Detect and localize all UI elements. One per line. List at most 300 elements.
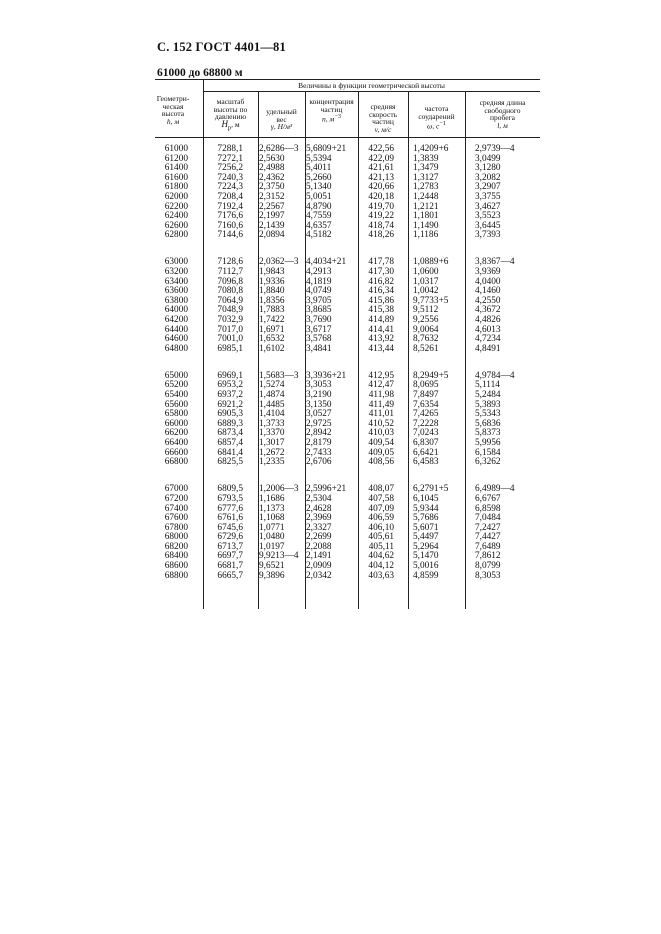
table-cell: 62000 (164, 191, 188, 202)
table-cell: 65200 (164, 380, 188, 391)
specific-weight-column (259, 145, 305, 581)
group-spacer (358, 241, 394, 259)
table-cell: 6,4989—4 (475, 484, 515, 495)
table-cell: 1,0042 (413, 286, 439, 297)
table-cell: 1,3839 (413, 153, 439, 164)
table-cell: 2,2088 (306, 541, 332, 552)
table-cell: 1,6532 (259, 334, 285, 345)
page-header: С. 152 ГОСТ 4401—81 (157, 40, 286, 54)
group-spacer (259, 354, 305, 372)
table-cell: 62400 (164, 211, 188, 222)
table-cell: 6825,5 (217, 457, 243, 468)
table-cell: 413,92 (368, 334, 394, 345)
table-cell: 7256,2 (217, 163, 243, 174)
table-cell: 64000 (164, 305, 188, 316)
col-divider-6 (465, 91, 466, 609)
table-cell: 3,7690 (306, 315, 332, 325)
table-cell: 8,7632 (413, 334, 439, 345)
table-cell: 7240,3 (217, 172, 243, 183)
table-cell: 1,3127 (413, 172, 439, 183)
col-divider-5 (408, 91, 409, 609)
table-cell: 406,10 (368, 522, 394, 533)
table-cell: 6873,4 (217, 428, 243, 439)
group-spacer (203, 241, 243, 259)
table-cell: 3,0499 (475, 153, 501, 164)
group-title-rule (203, 91, 540, 92)
table-cell: 7,8612 (475, 551, 501, 562)
table-cell: 61400 (164, 163, 188, 174)
table-cell: 2,6286—3 (259, 144, 299, 154)
table-cell: 66800 (164, 457, 188, 468)
table-cell: 3,3053 (306, 380, 332, 391)
table-cell: 2,5630 (259, 153, 285, 164)
table-cell: 1,2448 (413, 191, 439, 202)
table-cell: 5,4011 (306, 163, 332, 174)
table-cell: 6665,7 (217, 570, 243, 581)
table-cell: 1,3479 (413, 163, 439, 174)
table-cell: 7064,9 (217, 295, 243, 306)
table-cell: 4,8599 (413, 570, 439, 581)
table-cell: 1,7422 (259, 315, 285, 325)
table-cell: 61600 (164, 172, 188, 183)
table-cell: 2,6706 (306, 457, 332, 468)
group-title: Величины в функции геометрической высоты (298, 81, 445, 90)
table-cell: 6921,2 (217, 399, 243, 410)
table-cell: 7192,4 (217, 201, 243, 212)
altitude-range: 61000 до 68800 м (157, 67, 243, 79)
table-cell: 2,3152 (259, 191, 285, 202)
table-cell: 8,2949+5 (413, 370, 449, 381)
table-cell: 66600 (164, 447, 188, 458)
table-cell: 4,4034+21 (306, 257, 347, 268)
table-cell: 408,07 (368, 484, 394, 495)
table-cell: 1,3017 (259, 438, 285, 449)
table-cell: 2,2567 (259, 201, 285, 212)
table-cell: 4,2550 (475, 295, 501, 306)
table-cell: 1,0197 (259, 541, 285, 552)
table-cell: 5,6071 (413, 522, 439, 533)
collision-freq-header: частота соударений ω, $с^{-1}$ (418, 104, 455, 131)
table-cell: 9,7733+5 (413, 295, 449, 306)
table-cell: 62600 (164, 220, 188, 231)
table-cell: 1,0889+6 (413, 257, 449, 268)
table-cell: 5,2964 (413, 541, 439, 552)
table-cell: 63400 (164, 276, 188, 287)
table-cell: 4,7559 (306, 211, 332, 222)
table-cell: 4,0400 (475, 276, 501, 287)
table-cell: 1,4104 (259, 409, 285, 420)
table-cell: 6,1584 (475, 447, 501, 458)
table-cell: 2,0894 (259, 230, 285, 241)
speed-header: средняя скорость частиц v, м/с (368, 102, 398, 134)
table-cell: 418,74 (368, 220, 394, 231)
table-cell: 7272,1 (217, 153, 243, 164)
table-cell: 6969,1 (217, 370, 243, 381)
table-cell: 7160,6 (217, 220, 243, 231)
table-cell: 2,0342 (306, 570, 332, 581)
table-cell: 6,3262 (475, 457, 501, 468)
table-cell: 3,2082 (475, 172, 501, 183)
table-cell: 64600 (164, 334, 188, 345)
table-cell: 7,2228 (413, 418, 439, 429)
scale-height-column (203, 145, 243, 581)
table-cell: 7017,0 (217, 324, 243, 335)
table-cell: 2,8179 (306, 438, 332, 449)
table-cell: 415,38 (368, 305, 394, 316)
table-cell: 417,78 (368, 257, 394, 268)
table-cell: 1,0480 (259, 532, 285, 543)
table-cell: 1,4485 (259, 399, 285, 410)
table-cell: 9,3896 (259, 570, 285, 581)
table-cell: 67000 (164, 484, 188, 495)
table-cell: 6985,1 (217, 343, 243, 354)
table-cell: 7,0484 (475, 513, 501, 524)
table-cell: 3,1350 (306, 399, 332, 410)
table-cell: 7,6354 (413, 399, 439, 410)
table-cell: 3,5523 (475, 211, 501, 222)
table-cell: 3,4841 (306, 343, 332, 354)
table-cell: 3,4627 (475, 201, 501, 212)
table-cell: 6793,5 (217, 493, 243, 504)
table-cell: 6905,3 (217, 409, 243, 420)
table-cell: 1,9336 (259, 276, 285, 287)
table-cell: 1,2335 (259, 457, 285, 468)
table-cell: 2,5304 (306, 493, 332, 504)
table-cell: 3,2190 (306, 390, 332, 401)
table-cell: 416,82 (368, 276, 394, 287)
table-cell: 2,9725 (306, 418, 332, 429)
table-cell: 421,61 (368, 163, 394, 174)
table-cell: 6,1045 (413, 493, 439, 504)
table-cell: 411,98 (368, 390, 394, 401)
table-cell: 403,63 (368, 570, 394, 581)
table-cell: 6857,4 (217, 438, 243, 449)
table-cell: 7001,0 (217, 334, 243, 345)
table-cell: 2,8942 (306, 428, 332, 439)
concentration-header: концентрация частиц n, $м^{-3}$ (309, 97, 354, 124)
table-cell: 68800 (164, 570, 188, 581)
table-cell: 9,2556 (413, 315, 439, 325)
group-spacer (155, 354, 188, 372)
group-spacer (306, 241, 358, 259)
group-spacer (306, 354, 358, 372)
table-cell: 4,2913 (306, 267, 332, 278)
table-cell: 67400 (164, 503, 188, 514)
table-cell: 65800 (164, 409, 188, 420)
table-cell: 1,6102 (259, 343, 285, 354)
table-cell: 64800 (164, 343, 188, 354)
table-cell: 5,3893 (475, 399, 501, 410)
table-cell: 7096,8 (217, 276, 243, 287)
table-cell: 416,34 (368, 286, 394, 297)
table-cell: 5,2484 (475, 390, 501, 401)
table-cell: 418,26 (368, 230, 394, 241)
table-cell: 420,66 (368, 182, 394, 193)
table-cell: 1,3370 (259, 428, 285, 439)
table-cell: 6,8307 (413, 438, 439, 449)
table-cell: 421,13 (368, 172, 394, 183)
table-cell: 7288,1 (217, 144, 243, 154)
table-cell: 67200 (164, 493, 188, 504)
group-spacer (475, 241, 539, 259)
table-cell: 61800 (164, 182, 188, 193)
table-cell: 63200 (164, 267, 188, 278)
table-cell: 1,3733 (259, 418, 285, 429)
table-cell: 62800 (164, 230, 188, 241)
group-spacer (259, 468, 305, 486)
table-cell: 62200 (164, 201, 188, 212)
free-path-header: средняя длина свободного пробега l, м (479, 98, 526, 130)
table-cell: 414,89 (368, 315, 394, 325)
table-cell: 4,3672 (475, 305, 501, 316)
group-spacer (155, 468, 188, 486)
table-cell: 4,6357 (306, 220, 332, 231)
table-cell: 7128,6 (217, 257, 243, 268)
table-cell: 3,1280 (475, 163, 501, 174)
table-cell: 5,1340 (306, 182, 332, 193)
table-cell: 417,30 (368, 267, 394, 278)
table-cell: 1,1186 (413, 230, 439, 241)
table-cell: 3,0527 (306, 409, 332, 420)
table-cell: 8,0799 (475, 561, 501, 572)
table-cell: 6681,7 (217, 561, 243, 572)
table-cell: 4,8491 (475, 343, 501, 354)
table-cell: 411,01 (368, 409, 394, 420)
table-cell: 5,5343 (475, 409, 501, 420)
table-cell: 68400 (164, 551, 188, 562)
table-cell: 66200 (164, 428, 188, 439)
group-spacer (358, 468, 394, 486)
table-cell: 6729,6 (217, 532, 243, 543)
table-cell: 419,22 (368, 211, 394, 222)
group-spacer (413, 354, 463, 372)
table-cell: 6841,4 (217, 447, 243, 458)
table-cell: 7,6489 (475, 541, 501, 552)
group-spacer (259, 241, 305, 259)
table-cell: 407,58 (368, 493, 394, 504)
table-cell: 3,3936+21 (306, 370, 347, 381)
table-cell: 67800 (164, 522, 188, 533)
table-cell: 2,4628 (306, 503, 332, 514)
group-spacer (155, 241, 188, 259)
table-cell: 8,5261 (413, 343, 439, 354)
table-cell: 410,03 (368, 428, 394, 439)
table-cell: 2,0909 (306, 561, 332, 572)
table-cell: 5,7686 (413, 513, 439, 524)
table-cell: 1,4209+6 (413, 144, 449, 154)
table-cell: 1,0600 (413, 267, 439, 278)
table-cell: 3,6717 (306, 324, 332, 335)
table-cell: 6953,2 (217, 380, 243, 391)
table-cell: 3,5768 (306, 334, 332, 345)
table-cell: 4,0749 (306, 286, 332, 297)
table-cell: 2,5996+21 (306, 484, 347, 495)
table-cell: 1,5274 (259, 380, 285, 391)
table-cell: 6889,3 (217, 418, 243, 429)
table-cell: 65000 (164, 370, 188, 381)
table-cell: 2,4988 (259, 163, 285, 174)
table-cell: 4,8790 (306, 201, 332, 212)
group-spacer (203, 468, 243, 486)
table-cell: 5,6836 (475, 418, 501, 429)
table-cell: 5,9344 (413, 503, 439, 514)
table-cell: 406,59 (368, 513, 394, 524)
table-cell: 5,4497 (413, 532, 439, 543)
table-cell: 2,3327 (306, 522, 332, 533)
table-cell: 6697,7 (217, 551, 243, 562)
table-cell: 408,56 (368, 457, 394, 468)
table-cell: 68000 (164, 532, 188, 543)
table-cell: 66400 (164, 438, 188, 449)
table-cell: 411,49 (368, 399, 394, 410)
table-cell: 1,2006—3 (259, 484, 299, 495)
table-top-rule (155, 79, 540, 80)
table-cell: 405,11 (368, 541, 394, 552)
table-cell: 4,7234 (475, 334, 501, 345)
table-cell: 412,47 (368, 380, 394, 391)
table-cell: 1,5683—3 (259, 370, 299, 381)
table-cell: 409,54 (368, 438, 394, 449)
table-cell: 413,44 (368, 343, 394, 354)
table-cell: 61200 (164, 153, 188, 164)
table-cell: 3,8685 (306, 305, 332, 316)
table-cell: 404,62 (368, 551, 394, 562)
table-cell: 65400 (164, 390, 188, 401)
table-cell: 6713,7 (217, 541, 243, 552)
table-cell: 7112,7 (217, 267, 243, 278)
group-spacer (203, 354, 243, 372)
table-cell: 7032,9 (217, 315, 243, 325)
table-cell: 3,3755 (475, 191, 501, 202)
free-path-column (475, 145, 539, 581)
table-cell: 422,09 (368, 153, 394, 164)
table-cell: 7144,6 (217, 230, 243, 241)
table-cell: 64200 (164, 315, 188, 325)
table-cell: 1,1373 (259, 503, 285, 514)
table-cell: 6809,5 (217, 484, 243, 495)
collision-freq-column (413, 145, 463, 581)
table-cell: 68200 (164, 541, 188, 552)
table-cell: 3,2907 (475, 182, 501, 193)
table-cell: 7080,8 (217, 286, 243, 297)
table-cell: 1,2121 (413, 201, 439, 212)
group-spacer (475, 468, 539, 486)
table-cell: 64400 (164, 324, 188, 335)
table-cell: 414,41 (368, 324, 394, 335)
geo-height-header: Геометри- ческая высота h, м (156, 94, 190, 126)
table-cell: 68600 (164, 561, 188, 572)
group-spacer (306, 468, 358, 486)
table-cell: 6745,6 (217, 522, 243, 533)
table-cell: 9,5112 (413, 305, 439, 316)
table-cell: 2,3969 (306, 513, 332, 524)
table-cell: 3,8367—4 (475, 257, 515, 268)
table-cell: 6,6421 (413, 447, 439, 458)
table-cell: 9,0064 (413, 324, 439, 335)
table-cell: 407,09 (368, 503, 394, 514)
table-cell: 9,9213—4 (259, 551, 299, 562)
table-cell: 1,2783 (413, 182, 439, 193)
table-cell: 5,0016 (413, 561, 439, 572)
table-cell: 63800 (164, 295, 188, 306)
table-cell: 4,6013 (475, 324, 501, 335)
table-cell: 1,8840 (259, 286, 285, 297)
table-cell: 1,1068 (259, 513, 285, 524)
table-cell: 5,8373 (475, 428, 501, 439)
table-cell: 8,0695 (413, 380, 439, 391)
table-cell: 2,0362—3 (259, 257, 299, 268)
table-cell: 2,7433 (306, 447, 332, 458)
table-cell: 63600 (164, 286, 188, 297)
table-cell: 1,7883 (259, 305, 285, 316)
table-cell: 422,56 (368, 144, 394, 154)
group-spacer (358, 354, 394, 372)
group-spacer (413, 241, 463, 259)
table-cell: 66000 (164, 418, 188, 429)
table-cell: 4,1819 (306, 276, 332, 287)
table-cell: 7224,3 (217, 182, 243, 193)
table-cell: 6761,6 (217, 513, 243, 524)
table-cell: 6777,6 (217, 503, 243, 514)
table-cell: 2,1997 (259, 211, 285, 222)
table-cell: 5,1470 (413, 551, 439, 562)
table-cell: 2,4362 (259, 172, 285, 183)
geo-height-column (155, 145, 188, 581)
table-cell: 4,4826 (475, 315, 501, 325)
table-cell: 7,0243 (413, 428, 439, 439)
table-cell: 1,1801 (413, 211, 439, 222)
table-cell: 5,9956 (475, 438, 501, 449)
table-cell: 5,6809+21 (306, 144, 347, 154)
table-cell: 415,86 (368, 295, 394, 306)
table-cell: 7,4265 (413, 409, 439, 420)
table-cell: 2,2699 (306, 532, 332, 543)
table-cell: 1,6971 (259, 324, 285, 335)
table-cell: 7,4427 (475, 532, 501, 543)
table-cell: 410,52 (368, 418, 394, 429)
table-cell: 6,6767 (475, 493, 501, 504)
table-cell: 61000 (164, 144, 188, 154)
table-cell: 5,1114 (475, 380, 500, 391)
table-cell: 3,7393 (475, 230, 501, 241)
speed-column (358, 145, 394, 581)
table-cell: 7208,4 (217, 191, 243, 202)
specific-weight-header: удельный вес γ, Н/м³ (266, 107, 297, 131)
table-cell: 63000 (164, 257, 188, 268)
table-cell: 9,6521 (259, 561, 285, 572)
table-cell: 7048,9 (217, 305, 243, 316)
scale-height-header: масштаб высоты по давлению $H_p$, м (213, 97, 248, 131)
header-bottom-rule (155, 137, 540, 138)
table-cell: 404,12 (368, 561, 394, 572)
table-cell: 1,8356 (259, 295, 285, 306)
table-cell: 2,9739—4 (475, 144, 515, 154)
group-spacer (413, 468, 463, 486)
table-cell: 2,3750 (259, 182, 285, 193)
table-cell: 2,1491 (306, 551, 332, 562)
table-cell: 5,2660 (306, 172, 332, 183)
table-cell: 5,0051 (306, 191, 332, 202)
table-cell: 7,2427 (475, 522, 501, 533)
table-cell: 420,18 (368, 191, 394, 202)
table-cell: 1,2672 (259, 447, 285, 458)
table-cell: 1,4874 (259, 390, 285, 401)
table-cell: 8,3053 (475, 570, 501, 581)
table-cell: 419,70 (368, 201, 394, 212)
table-cell: 67600 (164, 513, 188, 524)
table-cell: 3,6445 (475, 220, 501, 231)
table-cell: 4,9784—4 (475, 370, 515, 381)
